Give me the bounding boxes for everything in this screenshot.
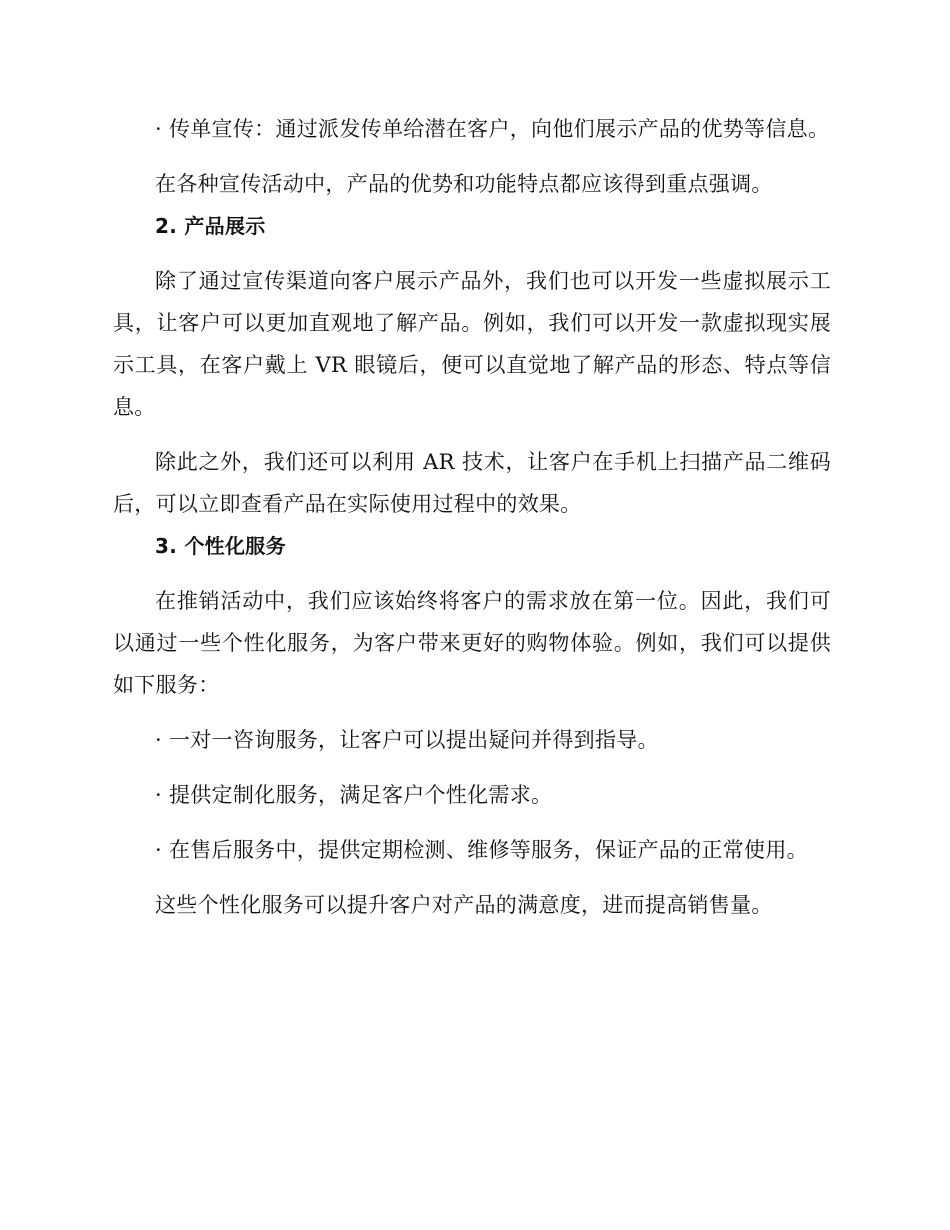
bullet-flyer-promotion: · 传单宣传：通过派发传单给潜在客户，向他们展示产品的优势等信息。: [155, 117, 830, 141]
paragraph-promotion-summary: 在各种宣传活动中，产品的优势和功能特点都应该得到重点强调。: [155, 172, 773, 196]
section-heading-product-display: 2. 产品展示: [155, 214, 266, 238]
bullet-after-sales: · 在售后服务中，提供定期检测、维修等服务，保证产品的正常使用。: [155, 838, 808, 862]
bullet-customization: · 提供定制化服务，满足客户个性化需求。: [155, 783, 553, 807]
section-heading-personalized-service: 3. 个性化服务: [155, 534, 286, 558]
paragraph-conclusion: 这些个性化服务可以提升客户对产品的满意度，进而提高销售量。: [155, 893, 773, 917]
paragraph-ar-technology: 除此之外，我们还可以利用 AR 技术，让客户在手机上扫描产品二维码后，可以立即查看产品在实际使用过程中的效果。: [113, 450, 831, 516]
paragraph-customer-first: 在推销活动中，我们应该始终将客户的需求放在第一位。因此，我们可以通过一些个性化服务，为客户带来更好的购物体验。例如，我们可以提供如下服务：: [113, 589, 831, 697]
bullet-consultation: · 一对一咨询服务，让客户可以提出疑问并得到指导。: [155, 728, 659, 752]
document-body: [113, 108, 831, 926]
paragraph-virtual-display: 除了通过宣传渠道向客户展示产品外，我们也可以开发一些虚拟展示工具，让客户可以更加直观地了解产品。例如，我们可以开发一款虚拟现实展示工具，在客户戴上 VR 眼镜后，便可以直觉地了解产品的形态、特点等信息。: [113, 269, 831, 419]
